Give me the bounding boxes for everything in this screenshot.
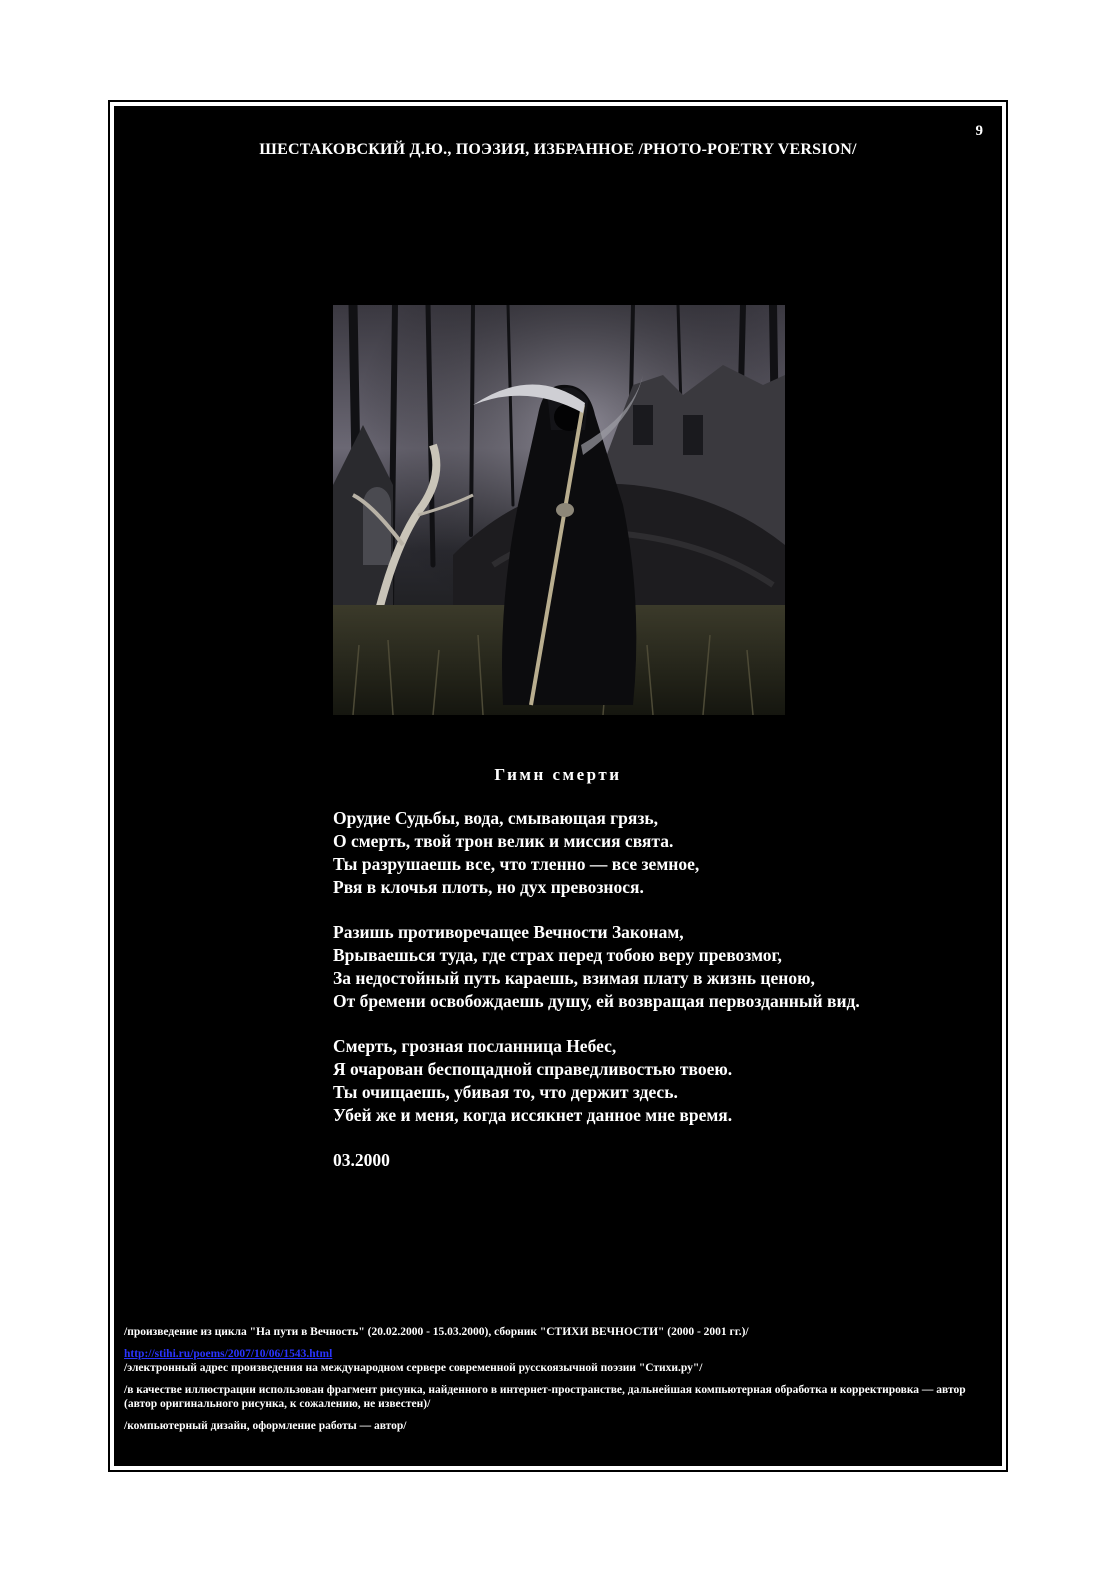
poem-body	[333, 807, 993, 1172]
poem-line: За недостойный путь караешь, взимая плату в жизнь ценою,	[333, 968, 815, 988]
stanza	[333, 921, 993, 1013]
poem-line: Рвя в клочья плоть, но дух превознося.	[333, 877, 644, 897]
stanza	[333, 1035, 993, 1127]
grim-reaper-illustration	[333, 305, 785, 715]
link-description: /электронный адрес произведения на международном сервере современной русскоязычной поэзии "Стихи.ру"/	[124, 1362, 703, 1374]
poem-line: Убей же и меня, когда иссякнет данное мне время.	[333, 1105, 733, 1125]
page-frame	[108, 100, 1008, 1472]
design-note: /компьютерный дизайн, оформление работы — автор/	[124, 1420, 407, 1432]
poem-line: Ты очищаешь, убивая то, что держит здесь.	[333, 1082, 678, 1102]
stanza	[333, 807, 993, 899]
poem-title: Гимн смерти	[494, 765, 622, 784]
page-header: ШЕСТАКОВСКИЙ Д.Ю., ПОЭЗИЯ, ИЗБРАННОЕ /PHOTO-POETRY VERSION/	[259, 141, 857, 158]
poem-line: Ты разрушаешь все, что тленно — все земное,	[333, 854, 700, 874]
poem-line: Врываешься туда, где страх перед тобою веру превозмог,	[333, 945, 782, 965]
poem-line: Я очарован беспощадной справедливостью твоею.	[333, 1059, 733, 1079]
poem-line: О смерть, твой трон велик и миссия свята.	[333, 831, 674, 851]
poem-line: От бремени освобождаешь душу, ей возвращая первозданный вид.	[333, 991, 860, 1011]
grim-reaper-icon	[333, 305, 785, 715]
poem-line: Орудие Судьбы, вода, смывающая грязь,	[333, 808, 658, 828]
page-number: 9	[975, 123, 983, 139]
poem-date: 03.2000	[333, 1150, 390, 1170]
cycle-note: /произведение из цикла "На пути в Вечность" (20.02.2000 - 15.03.2000), сборник "СТИХИ ВЕЧНОСТИ" (2000 - 2001 гг.)/	[124, 1326, 749, 1338]
footnotes	[124, 1325, 994, 1441]
page-content	[114, 106, 1002, 1466]
illustration-note: /в качестве иллюстрации использован фрагмент рисунка, найденного в интернет-пространстве, дальнейшая компьютерная обработка и корректировка — автор (автор оригинального рисунка, к сожалению, не известен)/	[124, 1384, 966, 1410]
poem-line: Смерть, грозная посланница Небес,	[333, 1036, 617, 1056]
poem-line: Разишь противоречащее Вечности Законам,	[333, 922, 684, 942]
source-link[interactable]: http://stihi.ru/poems/2007/10/06/1543.html	[124, 1348, 333, 1360]
